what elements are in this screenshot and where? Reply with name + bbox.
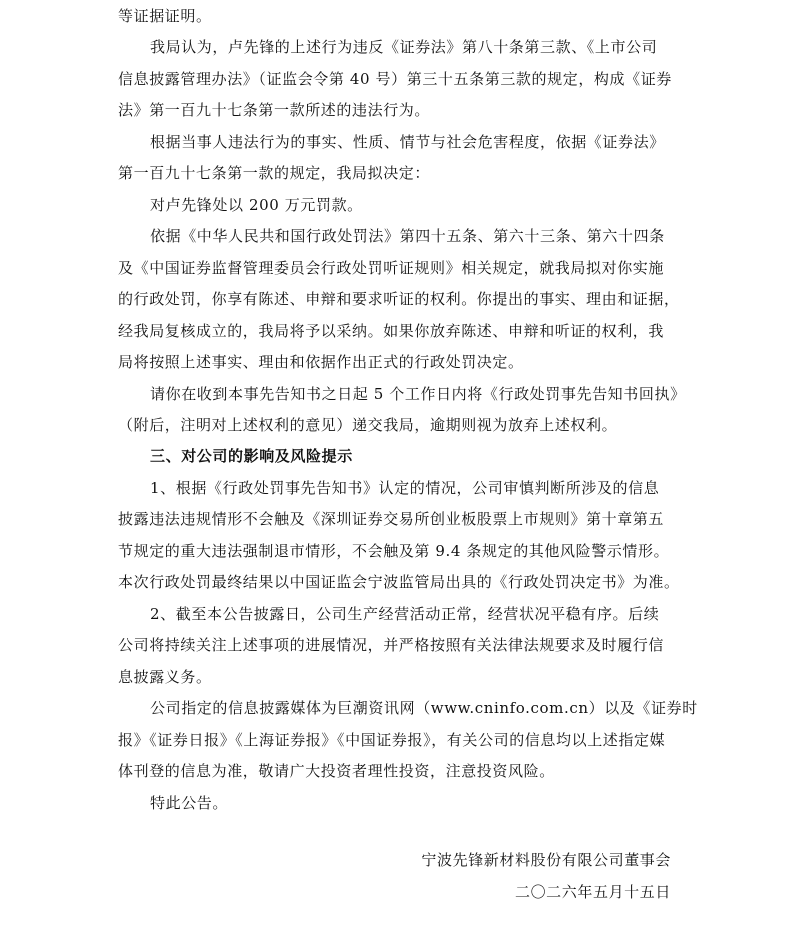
paragraph-line: 报》《证券日报》《上海证券报》《中国证券报》，有关公司的信息均以上述指定媒 xyxy=(118,731,666,749)
paragraph-line: 及《中国证券监督管理委员会行政处罚听证规则》相关规定，就我局拟对你实施 xyxy=(118,259,665,277)
paragraph-line: 息披露义务。 xyxy=(118,668,212,686)
paragraph-line: 我局认为，卢先锋的上述行为违反《证券法》第八十条第三款、《上市公司 xyxy=(150,38,658,56)
signature-organization: 宁波先锋新材料股份有限公司董事会 xyxy=(421,851,671,869)
paragraph-line: 等证据证明。 xyxy=(118,7,212,25)
paragraph-line: （附后，注明对上述权利的意见）递交我局，逾期则视为放弃上述权利。 xyxy=(118,416,618,434)
paragraph-line: 公司将持续关注上述事项的进展情况，并严格按照有关法律法规要求及时履行信 xyxy=(118,636,665,654)
paragraph-line: 的行政处罚，你享有陈述、申辩和要求听证的权利。你提出的事实、理由和证据， xyxy=(118,290,680,308)
paragraph-line: 依据《中华人民共和国行政处罚法》第四十五条、第六十三条、第六十四条 xyxy=(150,227,665,245)
paragraph-line: 1、根据《行政处罚事先告知书》认定的情况，公司审慎判断所涉及的信息 xyxy=(150,479,660,497)
paragraph-line: 披露违法违规情形不会触及《深圳证券交易所创业板股票上市规则》第十章第五 xyxy=(118,510,665,528)
paragraph-line: 特此公告。 xyxy=(150,794,229,812)
paragraph-line: 节规定的重大违法强制退市情形，不会触及第 9.4 条规定的其他风险警示情形。 xyxy=(118,542,670,560)
paragraph-line: 根据当事人违法行为的事实、性质、情节与社会危害程度，依据《证券法》 xyxy=(150,133,665,151)
paragraph-line: 2、截至本公告披露日，公司生产经营活动正常，经营状况平稳有序。后续 xyxy=(150,605,660,623)
paragraph-line: 局将按照上述事实、理由和依据作出正式的行政处罚决定。 xyxy=(118,353,524,371)
paragraph-line: 法》第一百九十七条第一款所述的违法行为。 xyxy=(118,101,431,119)
paragraph-line: 对卢先锋处以 200 万元罚款。 xyxy=(150,196,363,214)
section-heading: 三、对公司的影响及风险提示 xyxy=(150,447,353,465)
paragraph-line: 本次行政处罚最终结果以中国证监会宁波监管局出具的《行政处罚决定书》为准。 xyxy=(118,573,680,591)
paragraph-line: 经我局复核成立的，我局将予以采纳。如果你放弃陈述、申辩和听证的权利，我 xyxy=(118,322,665,340)
signature-date: 二〇二六年五月十五日 xyxy=(514,883,671,901)
paragraph-line: 公司指定的信息披露媒体为巨潮资讯网（www.cninfo.com.cn）以及《证券时 xyxy=(150,699,698,717)
paragraph-line: 体刊登的信息为准，敬请广大投资者理性投资，注意投资风险。 xyxy=(118,762,555,780)
paragraph-line: 请你在收到本事先告知书之日起 5 个工作日内将《行政处罚事先告知书回执》 xyxy=(150,385,686,403)
paragraph-line: 信息披露管理办法》（证监会令第 40 号）第三十五条第三款的规定，构成《证券 xyxy=(118,70,672,88)
paragraph-line: 第一百九十七条第一款的规定，我局拟决定： xyxy=(118,164,431,182)
